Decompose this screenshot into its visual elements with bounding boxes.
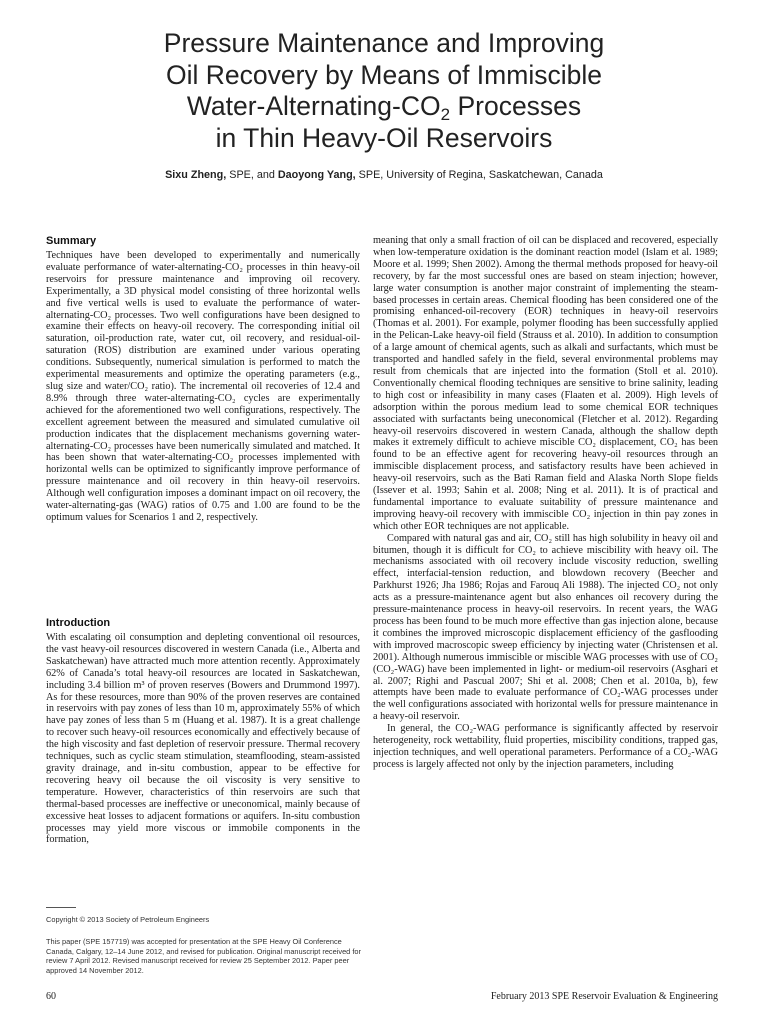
- paper-history-note: This paper (SPE 157719) was accepted for presentation at the SPE Heavy Oil Conference Canada, Calgary, 12–14 June 2012, and revised for publication. Original manuscript received for review 7 April 2012. Revised manuscript received for review 25 September 2012. Paper peer approved 14 November 2012.: [46, 937, 361, 975]
- title-line-3-prefix: Water-Alternating-CO: [186, 91, 441, 121]
- title-subscript: 2: [440, 105, 451, 124]
- author-2-affiliation: SPE, University of Regina, Saskatchewan, Canada: [355, 169, 603, 181]
- title-line-1: Pressure Maintenance and Improving: [163, 28, 605, 58]
- title-line-3: [40, 91, 728, 123]
- title-line-4: in Thin Heavy-Oil Reservoirs: [215, 122, 553, 153]
- introduction-text-column: [46, 632, 360, 846]
- title-line-3-suffix: Processes: [450, 91, 582, 121]
- introduction-heading: Introduction: [46, 617, 111, 629]
- right-paragraph-2: Compared with natural gas and air, CO₂ still has high solubility in heavy oil and bitumen, though it is difficult for CO₂ to achieve miscibility with heavy oil. The mechanisms associated with oil recovery include viscosity reduction, swelling effect, interfacial-tension reduction, and blowdown recovery (Beecher and Parkhurst 1926; Jha 1986; Rojas and Farouq Ali 1988). The injected CO₂ not only acts as a pressure-maintenance agent but also enhances oil recovery during the pressure-maintenance process in heavy-oil reservoirs. In recent years, the WAG process has been found to be much more effective than gas injection alone, because it combines the improved microscopic displacement efficiency of the gasflooding with improved macroscopic sweep efficiency by injecting water (Christensen et al. 2001). Although numerous immiscible or miscible WAG processes with use of CO₂ (CO₂-WAG) have been implemented in light- or medium-oil reservoirs (Asghari et al. 2007; Righi and Pascual 2007; Shi et al. 2008; Chen et al. 2010a, b), few attempts have been made to evaluate performance of CO₂-WAG processes under the well configurations associated with horizontal wells for pressure maintenance in a heavy-oil reservoir.: [373, 532, 718, 723]
- paper-title: [40, 28, 728, 154]
- right-paragraph-3: In general, the CO₂-WAG performance is significantly affected by reservoir heterogeneity, rock wettability, fluid properties, miscibility conditions, trapped gas, injection techniques, and well operational parameters. Performance of a CO₂-WAG process is largely affected not only by the injection parameters, including: [373, 723, 718, 770]
- author-line: [40, 169, 728, 181]
- summary-text-column: [46, 250, 360, 524]
- introduction-paragraph: With escalating oil consumption and depleting conventional oil resources, the vast heavy-oil resources discovered in western Canada (i.e., Alberta and Saskatchewan) have attracted much more attention recently. Approximately 62% of Canada’s total heavy-oil resources are located in Saskatchewan, including 3.4 billion m³ of proven reserves (Bowers and Drummond 1997). As for these resources, more than 90% of the proven reserves are contained in reservoirs with pay zones of less than 10 m, approximately 55% of which have pay zones of less than 5 m (Huang et al. 1987). It is a great challenge to recover such heavy-oil resources economically and effectively because of the high viscosity and fast depletion of reservoir pressure. Thermal recovery techniques, such as cyclic steam stimulation, steamflooding, steam-assisted gravity drainage, and in-situ combustion, appear to be effective for recovering heavy oil because the oil viscosity is very sensitive to temperature. However, characteristics of thin reservoirs are such that thermal-based processes are ineffective or uneconomical, mainly because of excessive heat losses to adjacent formations or aquifers. In-situ combustion processes may yield more viscous or immobile components in the formation,: [46, 632, 360, 846]
- page-number: 60: [46, 991, 56, 1002]
- right-text-column: [373, 235, 718, 771]
- author-1: Sixu Zheng,: [165, 169, 227, 181]
- copyright-note: Copyright © 2013 Society of Petroleum Engineers: [46, 915, 210, 924]
- summary-paragraph: Techniques have been developed to experimentally and numerically evaluate performance of water-alternating-CO₂ processes in thin heavy-oil reservoirs for pressure maintenance and improving oil recovery. Experimentally, a 3D physical model consisting of three horizontal wells and five vertical wells is used to evaluate the performance of water-alternating-CO₂ processes. Two well configurations have been designed to examine their effects on heavy-oil recovery. The corresponding initial oil saturation, oil-production rate, water cut, oil recovery, and residual-oil-saturation (ROS) distribution are examined under various operating conditions. Subsequently, numerical simulation is performed to match the experimental measurements and optimize the operating parameters (e.g., slug size and water/CO₂ ratio). The incremental oil recoveries of 12.4 and 8.9% through three water-alternating-CO₂ cycles are experimentally achieved for the aforementioned two well configurations, respectively. The excellent agreement between the measured and simulated cumulative oil production indicates that the displacement mechanisms governing water-alternating-CO₂ processes have been numerically simulated and matched. It has been shown that water-alternating-CO₂ processes implemented with horizontal wells can be optimized to significantly improve performance of pressure maintenance and oil recovery in thin heavy-oil reservoirs. Although well configuration imposes a dominant impact on oil recovery, the water-alternating-gas (WAG) ratios of 0.75 and 1.00 are found to be the optimum values for Scenarios 1 and 2, respectively.: [46, 250, 360, 523]
- author-1-affiliation: SPE, and: [226, 169, 278, 181]
- author-2: Daoyong Yang,: [277, 169, 356, 181]
- journal-footer: February 2013 SPE Reservoir Evaluation & Engineering: [490, 991, 718, 1002]
- title-line-2: Oil Recovery by Means of Immiscible: [166, 59, 602, 90]
- right-paragraph-1: meaning that only a small fraction of oil can be displaced and recovered, especially when low-temperature oxidation is the dominant reaction model (Islam et al. 1989; Moore et al. 1999; Shen 2002). Among the thermal methods proposed for heavy-oil recovery, by far the most successful ones are based on steam injection; however, large water consumption is another major constraint of implementing the steam-based processes in certain areas. Chemical flooding has been considered one of the promising enhanced-oil-recovery (EOR) techniques in heavy-oil reservoirs (Thomas et al. 2001). For example, polymer flooding has been successfully applied in the Pelican-Lake heavy-oil field (Strauss et al. 2010). In addition to consumption of a large amount of chemical agents, such as alkali and surfactants, which must be transported and handled safely in the field, several environmental problems may result from chemicals that are injected into the formation (Stoll et al. 2010). Conventionally chemical flooding techniques are sensitive to brine salinity, leading to high cost or infeasibility in many cases (Flaaten et al. 2009). High levels of adsorption within the porous medium lead to some chemical EOR techniques associated with surfactants being uneconomical (Fletcher et al. 2012). Regarding heavy-oil reservoirs discovered in western Canada, although the shallow depth makes it extremely difficult to achieve miscible CO₂ displacement, CO₂ has been found to be an effective agent for recovering heavy-oil resources through an immiscible displacement process, and satisfactory results have been achieved in heavy-oil reservoirs, such as the Bati Raman field and Alaska North Slope fields (Issever et al. 1993; Sahin et al. 2008; Ning et al. 2011). It is of practical and fundamental importance to evaluate suitability of pressure maintenance and improving heavy-oil recovery with immiscible CO₂ injection in thin pay zones in which other EOR techniques are not applicable.: [373, 235, 718, 532]
- summary-heading: Summary: [46, 235, 97, 247]
- footnote-rule: [46, 907, 76, 908]
